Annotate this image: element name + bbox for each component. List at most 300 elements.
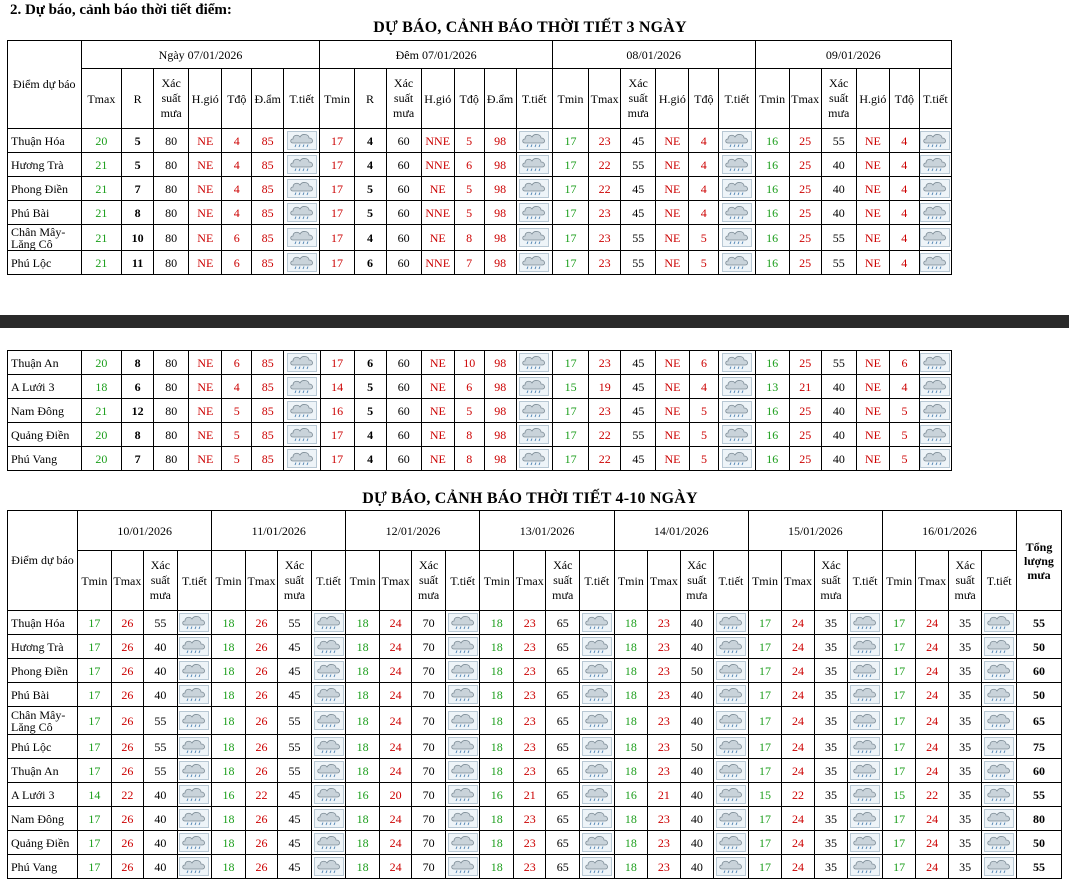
wind-direction: NE [421,177,454,201]
rain-probability: 55 [278,611,312,635]
rain-probability: 35 [814,783,848,807]
column-header: T.tiết [580,551,615,611]
rain-probability: 55 [144,759,178,783]
rain-probability: 70 [412,635,446,659]
weather-cell [580,783,615,807]
tmax-value: 26 [111,831,144,855]
wind-direction: NE [656,351,689,375]
tmax-value: 25 [789,447,821,471]
wind-speed: 4 [689,129,719,153]
wind-speed: 4 [889,251,919,275]
rain-probability: 45 [278,855,312,879]
total-rain-value: 55 [1016,783,1061,807]
rain-probability: 60 [386,251,421,275]
humidity: 98 [484,351,516,375]
wind-direction: NE [656,251,689,275]
cloud-rain-icon [719,425,754,444]
tmax-value: 26 [111,635,144,659]
weather-cell [714,659,749,683]
tmax-value: 25 [789,129,821,153]
rain-probability: 40 [680,831,714,855]
total-rain-value: 75 [1016,735,1061,759]
cloud-rain-icon [719,203,754,222]
tmax-value: 23 [648,659,681,683]
cloud-rain-icon [312,711,346,730]
weather-cell [445,735,480,759]
wind-direction: NE [656,201,689,225]
tmax-value: 21 [513,783,546,807]
tmin-value: 16 [212,783,246,807]
tmax-value: 24 [916,759,949,783]
tmin-value: 18 [346,855,380,879]
column-header: T.tiết [516,69,552,129]
tmax-value: 24 [782,707,815,735]
tmax-value: 26 [111,807,144,831]
column-header: H.gió [856,69,889,129]
column-header: T.tiết [848,551,883,611]
rain-probability: 35 [814,611,848,635]
rain-value: 6 [354,251,386,275]
weather-cell [919,399,951,423]
wind-direction: NE [856,447,889,471]
station-name: Quảng Điền [8,423,82,447]
cloud-rain-icon [312,737,346,756]
cloud-rain-icon [178,809,212,828]
tmin-value: 16 [755,225,789,251]
cloud-rain-icon [312,833,346,852]
cloud-rain-icon [446,761,480,780]
column-header: Tđộ [222,69,252,129]
wind-speed: 4 [222,153,252,177]
cloud-rain-icon [848,761,882,780]
wind-speed: 5 [222,399,252,423]
cloud-rain-icon [848,661,882,680]
weather-cell [311,783,346,807]
humidity: 98 [484,375,516,399]
tmin-value: 16 [755,399,789,423]
cloud-rain-icon [446,613,480,632]
humidity: 85 [252,129,284,153]
weather-cell [516,251,552,275]
humidity: 98 [484,153,516,177]
weather-cell [719,201,755,225]
cloud-rain-icon [517,228,552,247]
tmin-value: 17 [882,831,916,855]
wind-speed: 4 [222,129,252,153]
table-row [8,735,1062,759]
cloud-rain-icon [714,761,748,780]
cloud-rain-icon [580,761,614,780]
rain-probability: 65 [546,807,580,831]
cloud-rain-icon [517,203,552,222]
table-row [8,351,952,375]
station-name: Chân Mây-Lăng Cô [8,707,78,735]
column-header: Tmax [916,551,949,611]
cloud-rain-icon [848,737,882,756]
rain-probability: 50 [680,659,714,683]
cloud-rain-icon [284,377,319,396]
column-header: Tmin [346,551,380,611]
cloud-rain-icon [580,685,614,704]
rain-probability: 45 [621,201,656,225]
column-header: Tmax [379,551,412,611]
tmax-value: 24 [379,807,412,831]
tmax-value: 26 [245,759,278,783]
cloud-rain-icon [848,833,882,852]
tmax-value: 25 [789,423,821,447]
tmin-value: 18 [480,659,514,683]
weather-cell [311,683,346,707]
cloud-rain-icon [848,613,882,632]
tmin-value: 17 [78,611,112,635]
wind-speed: 7 [454,251,484,275]
weather-cell [848,611,883,635]
tmax-value: 23 [648,611,681,635]
rain-value: 8 [122,423,154,447]
weather-cell [284,177,320,201]
cloud-rain-icon [714,613,748,632]
column-header: T.tiết [177,551,212,611]
column-header: T.tiết [311,551,346,611]
rain-probability: 65 [546,611,580,635]
rain-probability: 55 [278,759,312,783]
rain-probability: 65 [546,659,580,683]
tmax-value: 18 [81,375,122,399]
tmax-value: 21 [648,783,681,807]
tmin-value: 18 [614,759,648,783]
cloud-rain-icon [517,253,552,272]
tmax-value: 26 [245,707,278,735]
cloud-rain-icon [580,833,614,852]
tmax-value: 25 [789,177,821,201]
weather-cell [516,201,552,225]
column-header: Tđộ [889,69,919,129]
rain-probability: 35 [948,707,982,735]
weather-cell [580,855,615,879]
column-header: Đ.ẩm [484,69,516,129]
cloud-rain-icon [580,613,614,632]
weather-cell [982,807,1017,831]
wind-direction: NE [189,225,222,251]
tmin-value: 17 [320,447,354,471]
tmin-value: 17 [78,707,112,735]
weather-cell [848,659,883,683]
rain-probability: 35 [948,735,982,759]
weather-cell [714,635,749,659]
tmax-value: 22 [589,153,621,177]
tmin-value: 17 [553,423,589,447]
tmin-value: 17 [882,807,916,831]
station-name: Hương Trà [8,635,78,659]
rain-probability: 80 [154,153,189,177]
cloud-rain-icon [714,785,748,804]
cloud-rain-icon [446,737,480,756]
tmin-value: 17 [553,399,589,423]
tmax-value: 24 [379,735,412,759]
date-header: 10/01/2026 [78,511,212,551]
rain-probability: 80 [154,423,189,447]
cloud-rain-icon [178,833,212,852]
weather-cell [919,375,951,399]
tmax-value: 20 [81,447,122,471]
rain-probability: 65 [546,735,580,759]
tmax-value: 20 [81,423,122,447]
weather-cell [580,611,615,635]
tmin-value: 18 [346,611,380,635]
tmax-value: 23 [589,225,621,251]
weather-cell [919,201,951,225]
tmax-value: 24 [916,635,949,659]
rain-probability: 40 [144,831,178,855]
cloud-rain-icon [982,613,1016,632]
weather-cell [445,707,480,735]
tmin-value: 18 [212,855,246,879]
tmin-value: 17 [78,683,112,707]
tmax-value: 24 [379,635,412,659]
cloud-rain-icon [312,685,346,704]
total-rain-value: 60 [1016,759,1061,783]
rain-probability: 40 [680,611,714,635]
wind-speed: 6 [222,351,252,375]
table-row [8,855,1062,879]
rain-probability: 55 [821,129,856,153]
tmin-value: 16 [320,399,354,423]
rain-probability: 55 [144,735,178,759]
weather-cell [284,399,320,423]
weather-cell [982,783,1017,807]
wind-speed: 6 [454,375,484,399]
cloud-rain-icon [312,809,346,828]
wind-direction: NE [189,129,222,153]
weather-cell [580,659,615,683]
rain-probability: 55 [621,423,656,447]
cloud-rain-icon [982,785,1016,804]
rain-value: 5 [354,201,386,225]
tmin-value: 18 [480,707,514,735]
tmin-value: 16 [614,783,648,807]
cloud-rain-icon [719,253,754,272]
rain-probability: 35 [948,831,982,855]
tmax-value: 24 [916,735,949,759]
weather-cell [714,759,749,783]
tmin-value: 18 [346,759,380,783]
station-name: Chân Mây-Lăng Cô [8,225,82,251]
wind-speed: 8 [454,423,484,447]
rain-probability: 55 [144,611,178,635]
rain-probability: 65 [546,683,580,707]
cloud-rain-icon [982,711,1016,730]
weather-cell [848,759,883,783]
wind-speed: 6 [454,153,484,177]
rain-probability: 70 [412,831,446,855]
humidity: 85 [252,447,284,471]
cloud-rain-icon [446,637,480,656]
weather-cell [982,831,1017,855]
weather-cell [580,831,615,855]
cloud-rain-icon [517,449,552,468]
column-header: Xác suất mưa [948,551,982,611]
rain-probability: 40 [821,153,856,177]
wind-speed: 5 [890,399,920,423]
total-rain-value: 50 [1016,683,1061,707]
cloud-rain-icon [848,637,882,656]
wind-direction: NNE [421,153,454,177]
rain-value: 11 [122,251,154,275]
rain-probability: 60 [386,375,421,399]
tmax-value: 26 [245,831,278,855]
total-rain-value: 65 [1016,707,1061,735]
tmin-value: 16 [755,129,789,153]
station-name: A Lưới 3 [8,375,82,399]
rain-probability: 45 [278,659,312,683]
station-name: Phú Lộc [8,251,82,275]
rain-probability: 60 [386,423,421,447]
weather-cell [445,807,480,831]
tmin-value: 17 [320,129,354,153]
tmin-value: 18 [212,635,246,659]
cloud-rain-icon [178,661,212,680]
tmin-value: 17 [882,735,916,759]
weather-cell [311,807,346,831]
tmin-value: 18 [480,735,514,759]
weather-cell [714,855,749,879]
wind-direction: NE [656,225,689,251]
weather-cell [714,707,749,735]
period-header: Đêm 07/01/2026 [320,41,552,69]
tmax-value: 19 [589,375,621,399]
tmin-value: 18 [346,735,380,759]
rain-probability: 60 [386,129,421,153]
wind-speed: 4 [889,201,919,225]
wind-direction: NE [656,129,689,153]
wind-speed: 5 [222,447,252,471]
column-header: Tđộ [454,69,484,129]
tmax-value: 23 [513,707,546,735]
tmin-value: 16 [755,423,789,447]
date-header: 12/01/2026 [346,511,480,551]
rain-probability: 40 [821,201,856,225]
weather-cell [719,177,755,201]
forecast-3day-table-continued [7,350,952,471]
table-row [8,423,952,447]
tmax-value: 23 [513,855,546,879]
tmax-value: 23 [513,683,546,707]
tmax-value: 25 [789,225,821,251]
rain-value: 4 [354,153,386,177]
tmin-value: 17 [552,177,588,201]
tmin-value: 18 [346,635,380,659]
column-header: Tmin [755,69,789,129]
wind-speed: 5 [890,423,920,447]
weather-cell [177,783,212,807]
tmax-value: 24 [916,807,949,831]
rain-probability: 35 [948,611,982,635]
tmin-value: 17 [552,153,588,177]
tmax-value: 24 [782,831,815,855]
weather-cell [284,351,320,375]
rain-probability: 40 [680,807,714,831]
weather-cell [516,423,552,447]
tmin-value: 17 [320,423,354,447]
station-name: Phú Lộc [8,735,78,759]
cloud-rain-icon [580,661,614,680]
rain-probability: 65 [546,707,580,735]
column-header: Tmax [789,69,821,129]
humidity: 98 [484,225,516,251]
tmax-value: 24 [379,831,412,855]
tmin-value: 18 [614,683,648,707]
weather-cell [580,759,615,783]
cloud-rain-icon [920,179,951,198]
rain-probability: 40 [144,855,178,879]
cloud-rain-icon [517,401,552,420]
weather-cell [982,659,1017,683]
weather-cell [848,707,883,735]
tmax-value: 22 [589,177,621,201]
cloud-rain-icon [517,131,552,150]
tmin-value: 17 [552,201,588,225]
weather-cell [177,759,212,783]
tmin-value: 18 [480,611,514,635]
rain-value: 6 [122,375,154,399]
weather-cell [177,683,212,707]
tmax-value: 24 [916,707,949,735]
tmin-value: 17 [552,251,588,275]
humidity: 98 [484,399,516,423]
station-name: Thuận An [8,351,82,375]
rain-probability: 35 [814,831,848,855]
rain-probability: 45 [621,177,656,201]
wind-direction: NE [189,399,222,423]
humidity: 98 [484,251,516,275]
weather-cell [177,735,212,759]
cloud-rain-icon [920,353,951,372]
rain-probability: 40 [144,635,178,659]
tmin-value: 14 [320,375,354,399]
cloud-rain-icon [517,377,552,396]
tmin-value: 18 [346,707,380,735]
column-header: T.tiết [714,551,749,611]
table-row [8,201,952,225]
cloud-rain-icon [719,353,754,372]
table-row [8,399,952,423]
rain-value: 8 [122,351,154,375]
tmin-value: 15 [882,783,916,807]
tmin-value: 17 [748,759,782,783]
tmin-value: 17 [748,855,782,879]
weather-cell [719,153,755,177]
tmax-value: 23 [648,855,681,879]
tmax-value: 26 [245,807,278,831]
tmin-value: 18 [346,659,380,683]
cloud-rain-icon [719,228,754,247]
rain-probability: 40 [144,659,178,683]
station-name: Phú Bài [8,683,78,707]
cloud-rain-icon [284,449,319,468]
table-row [8,635,1062,659]
tmax-value: 26 [111,707,144,735]
forecast-3day-title: DỰ BÁO, CẢNH BÁO THỜI TIẾT 3 NGÀY [373,19,687,36]
tmax-value: 24 [782,735,815,759]
rain-probability: 45 [278,635,312,659]
rain-probability: 35 [948,807,982,831]
rain-probability: 60 [386,225,421,251]
tmin-value: 18 [614,807,648,831]
wind-direction: NE [856,225,889,251]
rain-value: 4 [354,225,386,251]
wind-speed: 6 [890,351,920,375]
cloud-rain-icon [580,785,614,804]
